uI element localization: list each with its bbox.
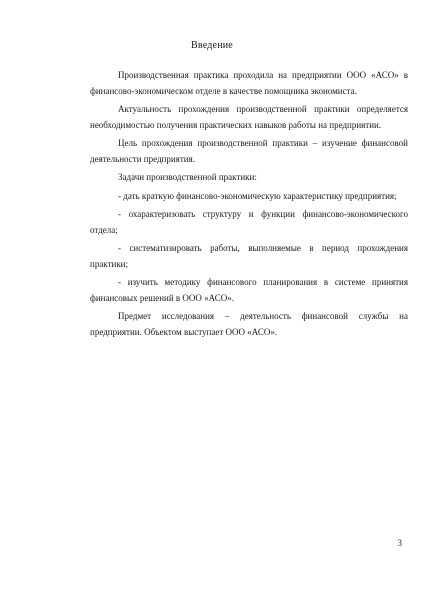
- paragraph-subject-object: Предмет исследования – деятельность финансовой службы на предприятии. Объектом выступает ООО «АСО».: [90, 311, 408, 337]
- list-item-task-3: - систематизировать работы, выполняемые в период прохождения практики;: [90, 243, 408, 269]
- paragraph-relevance: Актуальность прохождения производственной практики определяется необходимостью получения практических навыков работы на предприятии.: [90, 104, 408, 130]
- paragraph-practice-place: Производственная практика проходила на предприятии ООО «АСО» в финансово-экономическом отделе в качестве помощника экономиста.: [90, 70, 408, 96]
- list-item-task-1: - дать краткую финансово-экономическую характеристику предприятия;: [118, 190, 397, 201]
- list-item-task-2: - охарактеризовать структуру и функции финансово-экономического отдела;: [90, 209, 408, 235]
- paragraph-goal: Цель прохождения производственной практики – изучение финансовой деятельности предприятия.: [90, 138, 408, 164]
- list-item-task-4: - изучить методику финансового планирования в системе принятия финансовых решений в ООО «АСО».: [90, 277, 408, 303]
- page-number: 3: [397, 538, 402, 548]
- paragraph-tasks-heading: Задачи производственной практики:: [118, 172, 257, 182]
- document-body: [90, 68, 408, 343]
- page-title: Введение: [191, 40, 233, 51]
